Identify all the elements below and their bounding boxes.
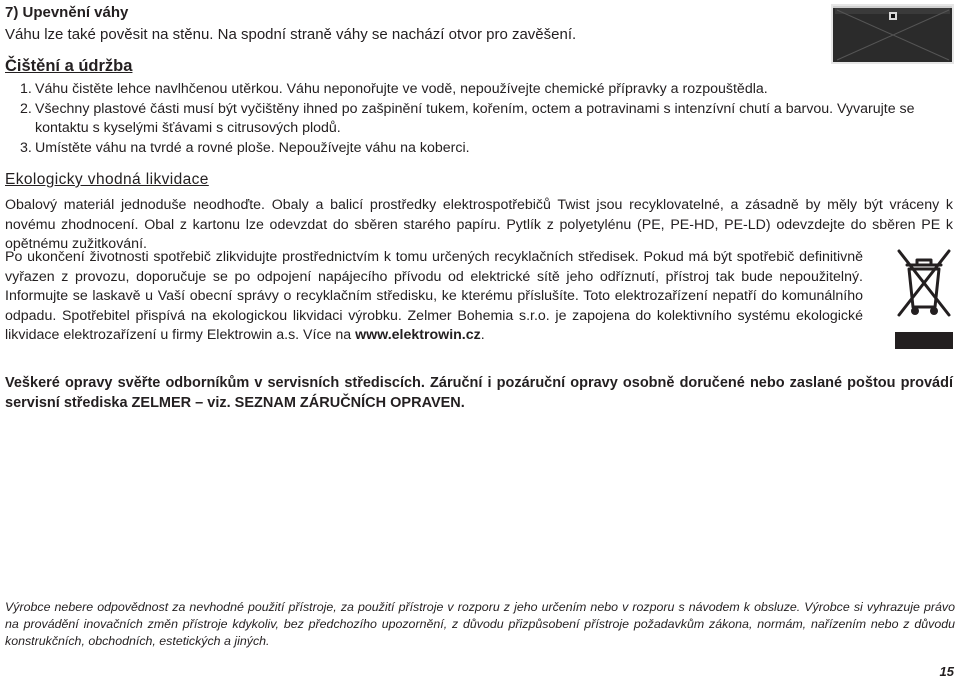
page-number: 15 — [939, 664, 954, 679]
manufacturer-disclaimer: Výrobce nebere odpovědnost za nevhodné použití přístroje, za použití přístroje v rozporu z jeho určením nebo v rozporu s návodem k obsluze. Výrobce si vyhrazuje právo na provádění inovačních změn přístroje kdykoliv, bez předchozího upozornění, z důvodu přizpůsobení přístroje požadavkům zákona, normám, nařízením nebo z důvodu konstrukčních, obchodních, estetických a jiných. — [5, 600, 955, 648]
list-item-text: Všechny plastové části musí být vyčištěny ihned po zašpinění tukem, kořením, octem a potravinami s intenzívní chutí a barvou. Vyvarujte se kontaktu s kyselými šťávami s citrusových plodů. — [35, 100, 915, 136]
url-suffix: . — [480, 327, 485, 343]
crossed-out-wheelie-bin-icon — [893, 245, 955, 350]
wall-mount-text: Váhu lze také pověsit na stěnu. Na spodní straně váhy se nachází otvor pro zavěšení. — [5, 26, 577, 43]
appliance-disposal-body: Po ukončení životnosti spotřebič zlikvidujte prostřednictvím k tomu určených recyklačních středisek. Pokud má být spotřebič definitivně vyřazen z provozu, doporučuje se po odpojení napájecího přívodu od elektrické sítě jeho odříznutí, přístroj tak bude nepoužitelný. Informujte se laskavě u Vaší obecní správy o recyklačním středisku, ke kterému příslušíte. Toto elektrozařízení nepatří do komunálního odpadu. Spotřebitel přispívá na ekologickou likvidaci výrobku. Zelmer Bohemia s.r.o. je zapojena do kolektivního systému ekologické likvidace elektrozařízení u firmy Elektrowin a.s. Více na — [5, 249, 863, 343]
list-item-number: 2. — [20, 100, 32, 117]
list-item-number: 3. — [20, 139, 32, 156]
list-item-number: 1. — [20, 81, 32, 97]
list-item-text: Umístěte váhu na tvrdé a rovné ploše. Nepoužívejte váhu na koberci. — [35, 139, 470, 156]
packaging-disposal-text: Obalový materiál jednoduše neodhoďte. Obaly a balicí prostředky elektrospotřebičů Twist jsou recyklovatelné, a zásadně by měly být vráceny k novému zhodnocení. Obal z kartonu lze odevzdat do sběren starého papíru. Pytlík z polyetylénu (PE, PE-HD, PE-LD) odevzdejte do sběren PE k opětnému zužitkování. — [5, 197, 953, 252]
section-7-heading: 7) Upevnění váhy — [5, 4, 129, 21]
elektrowin-link[interactable]: www.elektrowin.cz — [355, 327, 481, 343]
list-item-text: Váhu čistěte lehce navlhčenou utěrkou. Váhu neponořujte ve vodě, nepoužívejte chemické přípravky a rozpouštědla. — [35, 81, 768, 97]
appliance-disposal-text — [5, 248, 863, 346]
scale-underside-photo — [831, 4, 954, 64]
eco-disposal-heading: Ekologicky vhodná likvidace — [5, 171, 209, 188]
list-item — [5, 80, 951, 100]
cleaning-heading: Čištění a údržba — [5, 57, 133, 75]
list-item — [5, 139, 951, 159]
cleaning-list — [5, 80, 951, 158]
list-item — [5, 100, 951, 139]
repairs-notice: Veškeré opravy svěřte odborníkům v servisních střediscích. Záruční i pozáruční opravy osobně doručené nebo zaslané poštou provádí servisní střediska ZELMER – viz. SEZNAM ZÁRUČNÍCH OPRAVEN. — [5, 375, 953, 411]
